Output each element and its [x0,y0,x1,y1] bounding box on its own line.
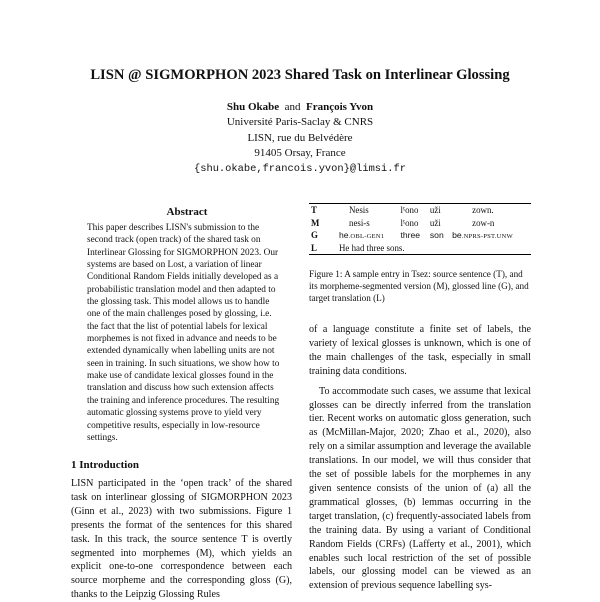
affiliation-line-2: LISN, rue du Belvédère [247,131,353,144]
figure-1-caption: Figure 1: A sample entry in Tsez: source sentence (T), and its morpheme-segmented version (M), glossed line (G), and target translation (L) [309,269,529,304]
gloss-cell: Nesis [349,205,369,216]
gloss-cell: uži [429,205,441,216]
introduction-text: LISN participated in the ‘open track’ of the shared task on interlinear glossing of SIGMORPHON 2023 (Ginn et al., 2023) with two submissions. Figure 1 presents the format of the sentences for this shared task. In this track, the source sentence T is overtly segmented into morphemes (M), which yields an explicit one-to-one correspondence between each source morpheme and the corresponding gloss (G), thanks to the Leipzig Glossing Rules [71,478,292,601]
figure-1-gloss-table [309,203,531,255]
gloss-cell: son [429,230,444,241]
gloss-row-g [309,229,531,242]
author-block [0,100,600,177]
author-names [0,100,600,115]
row-label: G [311,230,318,241]
gloss-cell: zow-n [472,217,495,228]
gloss-cell: He had three sons. [339,242,405,253]
row-label: L [311,242,317,253]
gloss-cell: be.NPRS-PST.UNW [452,230,513,241]
author-email: {shu.okabe,francois.yvon}@limsi.fr [193,162,406,175]
gloss-row-m [309,217,531,230]
affiliation-line-1: Université Paris-Saclay & CNRS [226,116,374,129]
affiliation-line-3: 91405 Orsay, France [254,147,346,160]
section-heading-introduction: 1 Introduction [71,459,139,471]
gloss-cell: he.OBL-GEN1 [339,230,385,241]
right-column-text [309,323,531,593]
author-2: François Yvon [306,101,374,113]
author-1: Shu Okabe [226,101,280,113]
paragraph: of a language constitute a finite set of labels, the variety of lexical glosses is unknown, which is one of the main challenges of the task, especially in small training data conditions. [309,324,531,377]
author-conjunction: and [284,101,301,113]
gloss-cell: nesi-s [349,217,370,228]
gloss-cell: uži [429,217,441,228]
gloss-row-l [309,242,531,255]
gloss-cell: lˤono [400,205,419,216]
row-label: M [311,217,320,228]
gloss-cell: zown. [472,205,494,216]
row-label: T [311,205,317,216]
paper-title: LISN @ SIGMORPHON 2023 Shared Task on Interlinear Glossing [90,67,510,83]
gloss-cell: three [400,230,421,241]
gloss-cell: lˤono [400,217,419,228]
abstract-text: This paper describes LISN's submission to the second track (open track) of the shared task on Interlinear Glossing for SIGMORPHON 2023. Our systems are based on Lost, a variation of linear Conditional Random Fields initially developed as a probabilistic translation model and then adapted to the glossing task. This model allows us to handle one of the main challenges posed by glossing, i.e. the fact that the list of potential labels for lexical morphemes is not fixed in advance and needs to be extended dynamically when labelling units are not seen in training. In such situations, we show how to make use of candidate lexical glosses found in the translation and discuss how such extension affects the training and inference procedures. The resulting automatic glossing systems prove to yield very competitive results, especially in low-resource settings. [87,223,280,443]
abstract-heading: Abstract [166,206,208,218]
paragraph: To accommodate such cases, we assume that lexical glosses can be directly inferred from the translation tier. Recent works on automatic gloss generation, such as (McMillan-Major, 2020; Zhao et al., 2020), also rely on a similar assumption and leverage the available translations. In our model, we will thus consider that the set of possible labels for the morphemes in any given sentence consists of the union of (a) all the grammatical glosses, (b) lemmas occurring in the target translation, (c) frequently-associated labels from the training data. By using a variant of Conditional Random Fields (CRFs) (Lafferty et al., 2001), which enables such local restriction of the set of possible labels, our glossing model can be viewed as an extension of previous sequence labelling sys- [309,385,531,592]
gloss-row-t [309,204,531,217]
